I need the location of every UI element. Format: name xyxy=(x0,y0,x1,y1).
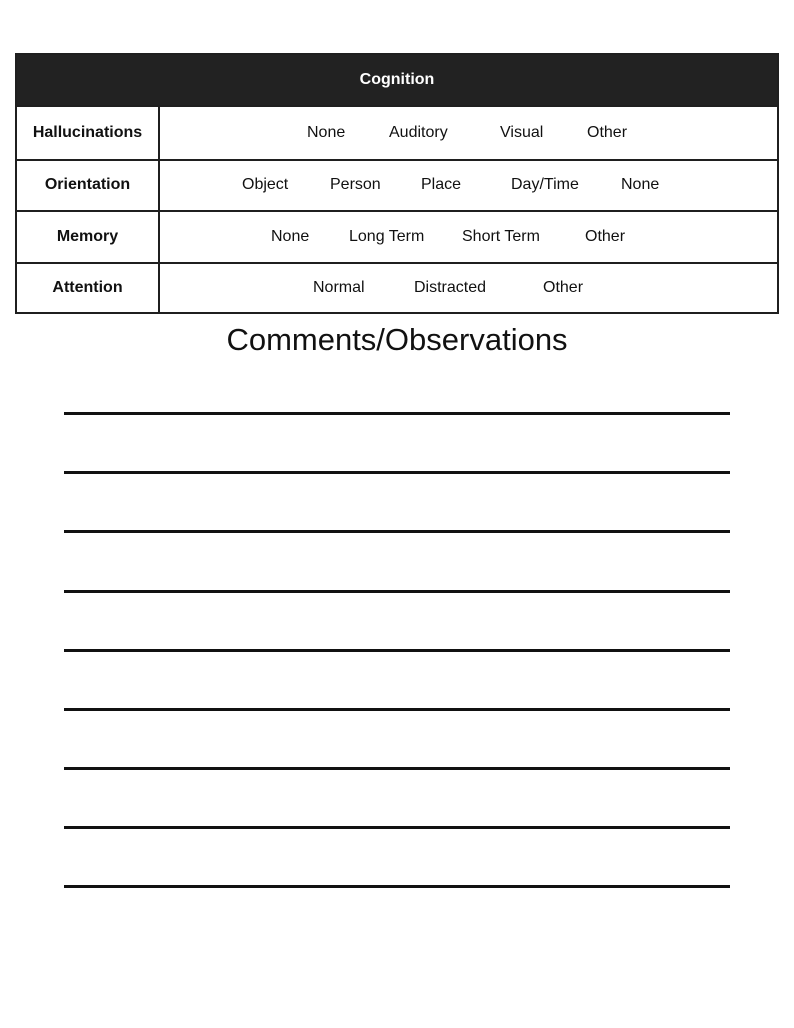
comment-line[interactable] xyxy=(64,708,730,711)
row-attention xyxy=(17,262,777,314)
comment-line[interactable] xyxy=(64,471,730,474)
row-label: Hallucinations xyxy=(17,107,160,159)
option-auditory[interactable]: Auditory xyxy=(389,123,448,141)
option-normal[interactable]: Normal xyxy=(313,279,365,297)
row-label: Orientation xyxy=(17,161,160,211)
table-title: Cognition xyxy=(17,55,777,107)
comment-line[interactable] xyxy=(64,885,730,888)
option-other[interactable]: Other xyxy=(585,227,626,245)
comments-heading: Comments/Observations xyxy=(226,322,568,357)
option-place[interactable]: Place xyxy=(421,176,462,194)
option-short-term[interactable]: Short Term xyxy=(462,227,540,245)
option-object[interactable]: Object xyxy=(242,176,289,194)
option-none[interactable]: None xyxy=(621,176,660,194)
option-other[interactable]: Other xyxy=(543,279,584,297)
row-orientation xyxy=(17,159,777,211)
comment-line[interactable] xyxy=(64,826,730,829)
row-options xyxy=(160,107,777,159)
row-memory xyxy=(17,210,777,262)
option-other[interactable]: Other xyxy=(587,123,628,141)
option-distracted[interactable]: Distracted xyxy=(414,279,487,297)
row-options xyxy=(160,264,777,314)
option-visual[interactable]: Visual xyxy=(500,123,544,141)
comment-line[interactable] xyxy=(64,767,730,770)
comment-line[interactable] xyxy=(64,412,730,415)
option-person[interactable]: Person xyxy=(330,176,381,194)
row-label: Attention xyxy=(17,264,160,314)
row-label: Memory xyxy=(17,212,160,262)
row-options xyxy=(160,161,777,211)
comment-line[interactable] xyxy=(64,649,730,652)
option-none[interactable]: None xyxy=(307,123,346,141)
option-day-time[interactable]: Day/Time xyxy=(511,176,579,194)
row-options xyxy=(160,212,777,262)
option-long-term[interactable]: Long Term xyxy=(349,227,425,245)
comment-line[interactable] xyxy=(64,530,730,533)
option-none[interactable]: None xyxy=(271,227,310,245)
row-hallucinations xyxy=(17,107,777,159)
comment-line[interactable] xyxy=(64,590,730,593)
cognition-table xyxy=(15,53,779,314)
